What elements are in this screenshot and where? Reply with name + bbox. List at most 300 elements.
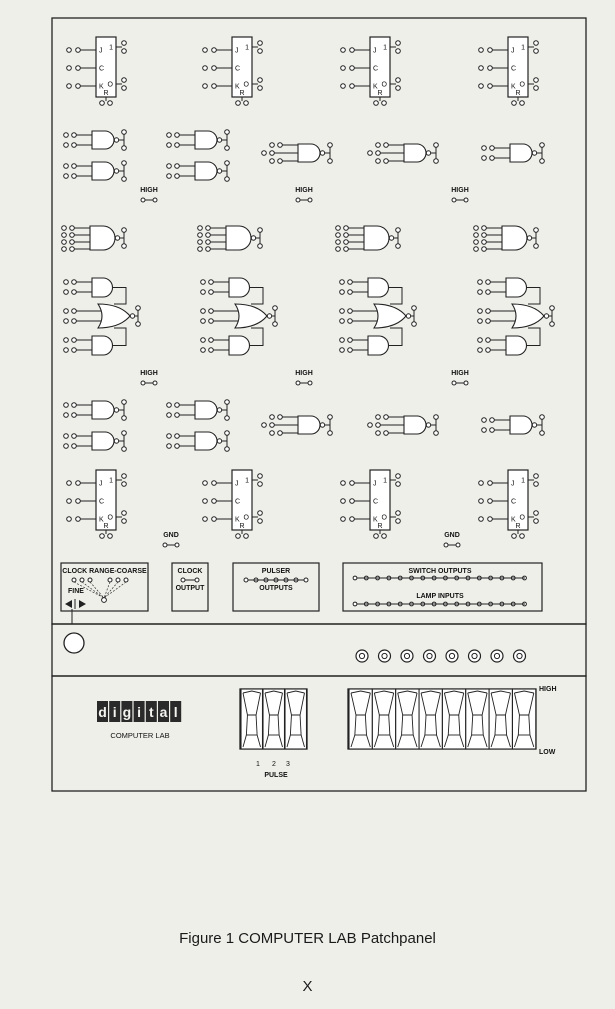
patch-jack[interactable]	[67, 66, 72, 71]
patch-jack[interactable]	[344, 233, 349, 238]
patch-jack[interactable]	[258, 228, 263, 233]
data-switch-7[interactable]	[489, 689, 512, 749]
patch-jack[interactable]	[374, 534, 379, 539]
patch-jack[interactable]	[76, 66, 81, 71]
patch-jack[interactable]	[348, 309, 353, 314]
data-switch-1[interactable]	[349, 689, 372, 749]
patch-jack[interactable]	[64, 133, 69, 138]
patch-jack[interactable]	[344, 240, 349, 245]
patch-jack[interactable]	[76, 48, 81, 53]
patch-jack[interactable]	[141, 198, 145, 202]
patch-jack[interactable]	[434, 143, 439, 148]
patch-jack[interactable]	[464, 198, 468, 202]
patch-jack[interactable]	[479, 499, 484, 504]
patch-jack[interactable]	[212, 66, 217, 71]
patch-jack[interactable]	[64, 444, 69, 449]
patch-jack[interactable]	[64, 319, 69, 324]
patch-jack[interactable]	[534, 474, 539, 479]
patch-jack[interactable]	[153, 381, 157, 385]
patch-jack[interactable]	[72, 444, 77, 449]
patch-jack[interactable]	[67, 48, 72, 53]
patch-jack[interactable]	[62, 247, 67, 252]
patch-jack[interactable]	[72, 348, 77, 353]
patch-jack[interactable]	[328, 415, 333, 420]
patch-jack[interactable]	[486, 348, 491, 353]
patch-jack[interactable]	[175, 143, 180, 148]
patch-jack[interactable]	[209, 290, 214, 295]
patch-jack[interactable]	[488, 84, 493, 89]
patch-jack[interactable]	[273, 322, 278, 327]
patch-jack[interactable]	[64, 403, 69, 408]
patch-jack[interactable]	[62, 233, 67, 238]
patch-jack[interactable]	[348, 290, 353, 295]
patch-jack[interactable]	[64, 348, 69, 353]
patch-jack[interactable]	[482, 233, 487, 238]
patch-jack[interactable]	[175, 444, 180, 449]
data-switch-2[interactable]	[372, 689, 395, 749]
patch-jack[interactable]	[296, 381, 300, 385]
patch-jack[interactable]	[141, 381, 145, 385]
patch-jack[interactable]	[122, 400, 127, 405]
patch-jack[interactable]	[72, 290, 77, 295]
patch-jack[interactable]	[67, 481, 72, 486]
patch-jack[interactable]	[350, 48, 355, 53]
patch-jack[interactable]	[452, 198, 456, 202]
patch-jack[interactable]	[72, 413, 77, 418]
patch-jack[interactable]	[396, 519, 401, 524]
patch-jack[interactable]	[368, 151, 373, 156]
patch-jack[interactable]	[270, 159, 275, 164]
patch-jack[interactable]	[520, 534, 525, 539]
patch-jack[interactable]	[209, 280, 214, 285]
patch-jack[interactable]	[72, 403, 77, 408]
patch-jack[interactable]	[341, 84, 346, 89]
patch-jack[interactable]	[396, 78, 401, 83]
patch-jack[interactable]	[122, 86, 127, 91]
patch-jack[interactable]	[64, 434, 69, 439]
patch-jack[interactable]	[350, 517, 355, 522]
patch-jack[interactable]	[175, 403, 180, 408]
patch-jack[interactable]	[70, 247, 75, 252]
patch-jack[interactable]	[486, 319, 491, 324]
patch-jack[interactable]	[474, 226, 479, 231]
patch-jack[interactable]	[64, 143, 69, 148]
patch-jack[interactable]	[206, 233, 211, 238]
patch-jack[interactable]	[474, 247, 479, 252]
patch-jack[interactable]	[488, 517, 493, 522]
patch-jack[interactable]	[258, 519, 263, 524]
patch-jack[interactable]	[201, 319, 206, 324]
patch-jack[interactable]	[76, 481, 81, 486]
patch-jack[interactable]	[206, 226, 211, 231]
patch-jack[interactable]	[70, 226, 75, 231]
patch-jack[interactable]	[434, 431, 439, 436]
patch-jack[interactable]	[478, 338, 483, 343]
patch-jack[interactable]	[167, 413, 172, 418]
patch-jack[interactable]	[348, 338, 353, 343]
patch-jack[interactable]	[348, 319, 353, 324]
data-switch-4[interactable]	[419, 689, 442, 749]
patch-jack[interactable]	[412, 306, 417, 311]
patch-jack[interactable]	[534, 41, 539, 46]
patch-jack[interactable]	[350, 499, 355, 504]
patch-jack[interactable]	[262, 423, 267, 428]
patch-jack[interactable]	[278, 159, 283, 164]
patch-jack[interactable]	[258, 511, 263, 516]
patch-jack[interactable]	[136, 306, 141, 311]
patch-jack[interactable]	[486, 338, 491, 343]
patch-jack[interactable]	[244, 534, 249, 539]
patch-jack[interactable]	[67, 84, 72, 89]
patch-jack[interactable]	[72, 434, 77, 439]
patch-jack[interactable]	[201, 338, 206, 343]
patch-jack[interactable]	[478, 348, 483, 353]
patch-jack[interactable]	[488, 66, 493, 71]
clock-fine-knob[interactable]	[64, 633, 84, 653]
patch-jack[interactable]	[340, 280, 345, 285]
patch-jack[interactable]	[175, 543, 179, 547]
patch-jack[interactable]	[278, 143, 283, 148]
patch-jack[interactable]	[225, 431, 230, 436]
patch-jack[interactable]	[225, 130, 230, 135]
patch-jack[interactable]	[512, 101, 517, 106]
patch-jack[interactable]	[482, 226, 487, 231]
patch-jack[interactable]	[122, 228, 127, 233]
patch-jack[interactable]	[482, 156, 487, 161]
patch-jack[interactable]	[340, 309, 345, 314]
patch-jack[interactable]	[76, 517, 81, 522]
patch-jack[interactable]	[198, 240, 203, 245]
patch-jack[interactable]	[534, 519, 539, 524]
patch-jack[interactable]	[167, 403, 172, 408]
patch-jack[interactable]	[70, 233, 75, 238]
patch-jack[interactable]	[350, 66, 355, 71]
patch-jack[interactable]	[64, 164, 69, 169]
patch-jack[interactable]	[341, 517, 346, 522]
patch-jack[interactable]	[167, 164, 172, 169]
patch-jack[interactable]	[344, 247, 349, 252]
patch-jack[interactable]	[456, 543, 460, 547]
patch-jack[interactable]	[175, 413, 180, 418]
patch-jack[interactable]	[124, 578, 128, 582]
patch-jack[interactable]	[534, 86, 539, 91]
patch-jack[interactable]	[153, 198, 157, 202]
patch-jack[interactable]	[225, 416, 230, 421]
patch-jack[interactable]	[64, 290, 69, 295]
patch-jack[interactable]	[396, 86, 401, 91]
patch-jack[interactable]	[175, 164, 180, 169]
patch-jack[interactable]	[258, 244, 263, 249]
patch-jack[interactable]	[368, 423, 373, 428]
patch-jack[interactable]	[198, 233, 203, 238]
patch-jack[interactable]	[258, 474, 263, 479]
patch-jack[interactable]	[534, 511, 539, 516]
patch-jack[interactable]	[479, 66, 484, 71]
patch-jack[interactable]	[64, 309, 69, 314]
patch-jack[interactable]	[72, 319, 77, 324]
patch-jack[interactable]	[478, 309, 483, 314]
patch-jack[interactable]	[175, 133, 180, 138]
patch-jack[interactable]	[270, 423, 275, 428]
patch-jack[interactable]	[181, 578, 185, 582]
patch-jack[interactable]	[64, 338, 69, 343]
patch-jack[interactable]	[258, 78, 263, 83]
patch-jack[interactable]	[490, 146, 495, 151]
patch-jack[interactable]	[341, 499, 346, 504]
patch-jack[interactable]	[80, 578, 84, 582]
patch-jack[interactable]	[225, 400, 230, 405]
patch-jack[interactable]	[482, 240, 487, 245]
patch-jack[interactable]	[136, 322, 141, 327]
patch-jack[interactable]	[72, 309, 77, 314]
patch-jack[interactable]	[100, 534, 105, 539]
patch-jack[interactable]	[195, 578, 199, 582]
patch-jack[interactable]	[350, 481, 355, 486]
patch-jack[interactable]	[512, 534, 517, 539]
patch-jack[interactable]	[236, 101, 241, 106]
patch-jack[interactable]	[482, 247, 487, 252]
patch-jack[interactable]	[396, 474, 401, 479]
patch-jack[interactable]	[488, 481, 493, 486]
patch-jack[interactable]	[122, 447, 127, 452]
patch-jack[interactable]	[534, 482, 539, 487]
patch-jack[interactable]	[350, 84, 355, 89]
patch-jack[interactable]	[258, 41, 263, 46]
patch-jack[interactable]	[72, 143, 77, 148]
patch-jack[interactable]	[62, 240, 67, 245]
patch-jack[interactable]	[304, 578, 308, 582]
data-switch-8[interactable]	[512, 689, 535, 749]
patch-jack[interactable]	[434, 159, 439, 164]
patch-jack[interactable]	[353, 576, 357, 580]
patch-jack[interactable]	[396, 482, 401, 487]
patch-jack[interactable]	[108, 578, 112, 582]
patch-jack[interactable]	[479, 481, 484, 486]
patch-jack[interactable]	[203, 481, 208, 486]
patch-jack[interactable]	[122, 244, 127, 249]
patch-jack[interactable]	[206, 240, 211, 245]
patch-jack[interactable]	[201, 348, 206, 353]
patch-jack[interactable]	[225, 177, 230, 182]
patch-jack[interactable]	[236, 534, 241, 539]
patch-jack[interactable]	[396, 41, 401, 46]
patch-jack[interactable]	[212, 517, 217, 522]
patch-jack[interactable]	[550, 322, 555, 327]
patch-jack[interactable]	[244, 578, 248, 582]
patch-jack[interactable]	[270, 415, 275, 420]
patch-jack[interactable]	[167, 143, 172, 148]
patch-jack[interactable]	[490, 418, 495, 423]
patch-jack[interactable]	[175, 434, 180, 439]
patch-jack[interactable]	[64, 280, 69, 285]
patch-jack[interactable]	[167, 133, 172, 138]
patch-jack[interactable]	[122, 78, 127, 83]
patch-jack[interactable]	[258, 49, 263, 54]
patch-jack[interactable]	[340, 348, 345, 353]
patch-jack[interactable]	[376, 151, 381, 156]
patch-jack[interactable]	[122, 161, 127, 166]
data-switch-6[interactable]	[466, 689, 489, 749]
patch-jack[interactable]	[376, 431, 381, 436]
patch-jack[interactable]	[464, 381, 468, 385]
patch-jack[interactable]	[198, 247, 203, 252]
patch-jack[interactable]	[67, 499, 72, 504]
patch-jack[interactable]	[122, 474, 127, 479]
patch-jack[interactable]	[70, 240, 75, 245]
patch-jack[interactable]	[122, 49, 127, 54]
patch-jack[interactable]	[376, 415, 381, 420]
pulse-switch-3[interactable]	[285, 689, 307, 749]
patch-jack[interactable]	[67, 517, 72, 522]
patch-jack[interactable]	[167, 434, 172, 439]
patch-jack[interactable]	[328, 143, 333, 148]
patch-jack[interactable]	[490, 428, 495, 433]
patch-jack[interactable]	[336, 233, 341, 238]
patch-jack[interactable]	[452, 381, 456, 385]
patch-jack[interactable]	[175, 174, 180, 179]
patch-jack[interactable]	[108, 534, 113, 539]
patch-jack[interactable]	[478, 280, 483, 285]
patch-jack[interactable]	[340, 290, 345, 295]
patch-jack[interactable]	[534, 78, 539, 83]
patch-jack[interactable]	[72, 133, 77, 138]
patch-jack[interactable]	[203, 48, 208, 53]
patch-jack[interactable]	[396, 49, 401, 54]
patch-jack[interactable]	[490, 156, 495, 161]
data-switch-3[interactable]	[396, 689, 419, 749]
patch-jack[interactable]	[198, 226, 203, 231]
patch-jack[interactable]	[88, 578, 92, 582]
patch-jack[interactable]	[163, 543, 167, 547]
patch-jack[interactable]	[486, 280, 491, 285]
patch-jack[interactable]	[122, 41, 127, 46]
patch-jack[interactable]	[482, 428, 487, 433]
patch-jack[interactable]	[308, 198, 312, 202]
patch-jack[interactable]	[444, 543, 448, 547]
patch-jack[interactable]	[520, 101, 525, 106]
patch-jack[interactable]	[384, 415, 389, 420]
patch-jack[interactable]	[412, 322, 417, 327]
pulse-switch-1[interactable]	[241, 689, 263, 749]
patch-jack[interactable]	[341, 66, 346, 71]
patch-jack[interactable]	[344, 226, 349, 231]
patch-jack[interactable]	[540, 143, 545, 148]
patch-jack[interactable]	[353, 602, 357, 606]
patch-jack[interactable]	[474, 240, 479, 245]
patch-jack[interactable]	[550, 306, 555, 311]
patch-jack[interactable]	[479, 517, 484, 522]
patch-jack[interactable]	[225, 146, 230, 151]
patch-jack[interactable]	[209, 309, 214, 314]
patch-jack[interactable]	[482, 418, 487, 423]
patch-jack[interactable]	[396, 228, 401, 233]
patch-jack[interactable]	[434, 415, 439, 420]
patch-jack[interactable]	[384, 431, 389, 436]
patch-jack[interactable]	[209, 348, 214, 353]
data-switch-5[interactable]	[442, 689, 465, 749]
patch-jack[interactable]	[478, 319, 483, 324]
patch-jack[interactable]	[540, 431, 545, 436]
patch-jack[interactable]	[122, 511, 127, 516]
patch-jack[interactable]	[534, 244, 539, 249]
patch-jack[interactable]	[122, 130, 127, 135]
patch-jack[interactable]	[328, 431, 333, 436]
patch-jack[interactable]	[209, 319, 214, 324]
patch-jack[interactable]	[206, 247, 211, 252]
patch-jack[interactable]	[203, 517, 208, 522]
patch-jack[interactable]	[486, 309, 491, 314]
patch-jack[interactable]	[474, 233, 479, 238]
patch-jack[interactable]	[376, 143, 381, 148]
patch-jack[interactable]	[374, 101, 379, 106]
patch-jack[interactable]	[341, 48, 346, 53]
patch-jack[interactable]	[486, 290, 491, 295]
patch-jack[interactable]	[340, 338, 345, 343]
patch-jack[interactable]	[212, 499, 217, 504]
patch-jack[interactable]	[64, 413, 69, 418]
patch-jack[interactable]	[62, 226, 67, 231]
patch-jack[interactable]	[270, 151, 275, 156]
patch-jack[interactable]	[336, 226, 341, 231]
patch-jack[interactable]	[384, 159, 389, 164]
patch-jack[interactable]	[478, 290, 483, 295]
patch-jack[interactable]	[122, 482, 127, 487]
patch-jack[interactable]	[258, 482, 263, 487]
patch-jack[interactable]	[270, 143, 275, 148]
patch-jack[interactable]	[72, 338, 77, 343]
patch-jack[interactable]	[100, 101, 105, 106]
patch-jack[interactable]	[336, 247, 341, 252]
patch-jack[interactable]	[244, 101, 249, 106]
patch-jack[interactable]	[296, 198, 300, 202]
patch-jack[interactable]	[258, 86, 263, 91]
patch-jack[interactable]	[167, 444, 172, 449]
patch-jack[interactable]	[72, 280, 77, 285]
patch-jack[interactable]	[278, 431, 283, 436]
patch-jack[interactable]	[479, 84, 484, 89]
patch-jack[interactable]	[225, 447, 230, 452]
patch-jack[interactable]	[64, 174, 69, 179]
patch-jack[interactable]	[376, 423, 381, 428]
patch-jack[interactable]	[534, 228, 539, 233]
patch-jack[interactable]	[72, 174, 77, 179]
patch-jack[interactable]	[488, 499, 493, 504]
patch-jack[interactable]	[262, 151, 267, 156]
patch-jack[interactable]	[328, 159, 333, 164]
patch-jack[interactable]	[122, 146, 127, 151]
patch-jack[interactable]	[122, 431, 127, 436]
patch-jack[interactable]	[534, 49, 539, 54]
patch-jack[interactable]	[341, 481, 346, 486]
patch-jack[interactable]	[376, 159, 381, 164]
patch-jack[interactable]	[340, 319, 345, 324]
patch-jack[interactable]	[278, 415, 283, 420]
patch-jack[interactable]	[479, 48, 484, 53]
patch-jack[interactable]	[201, 309, 206, 314]
patch-jack[interactable]	[336, 240, 341, 245]
patch-jack[interactable]	[76, 499, 81, 504]
patch-jack[interactable]	[212, 481, 217, 486]
patch-jack[interactable]	[482, 146, 487, 151]
patch-jack[interactable]	[203, 499, 208, 504]
patch-jack[interactable]	[382, 534, 387, 539]
pulse-switch-2[interactable]	[263, 689, 285, 749]
patch-jack[interactable]	[209, 338, 214, 343]
patch-jack[interactable]	[203, 84, 208, 89]
patch-jack[interactable]	[348, 348, 353, 353]
patch-jack[interactable]	[540, 415, 545, 420]
patch-jack[interactable]	[396, 511, 401, 516]
